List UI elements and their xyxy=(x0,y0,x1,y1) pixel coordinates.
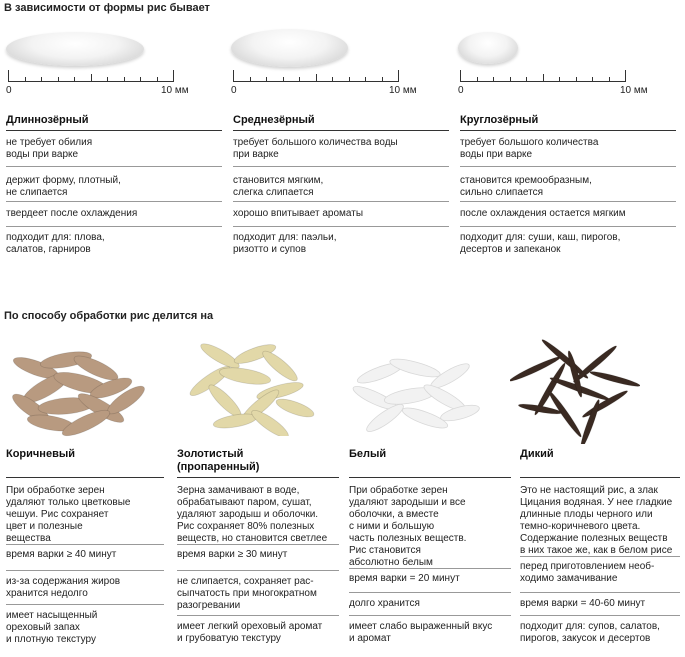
wild-rice-rule xyxy=(520,477,680,478)
medium-grain-row-4: подходит для: паэльи, ризотто и супов xyxy=(233,232,337,255)
long-grain-title: Длиннозёрный xyxy=(6,114,89,126)
brown-rice-row-3: из-за содержания жиров хранится недолго xyxy=(6,576,121,599)
medium-grain-rule xyxy=(233,130,449,131)
shape-section-title: В зависимости от формы рис бывает xyxy=(4,2,210,14)
row-divider xyxy=(520,615,680,616)
white-rice-image xyxy=(345,348,495,438)
long-grain-image xyxy=(6,32,144,66)
white-rice-row-3: долго хранится xyxy=(349,598,420,609)
processing-section-title: По способу обработки рис делится на xyxy=(4,310,214,322)
row-divider xyxy=(233,201,449,202)
parboiled-rice-image xyxy=(180,336,330,436)
parboiled-rice-row-3: не слипается, сохраняет рас- сыпчатость при многократном разогревании xyxy=(177,576,317,611)
rice-grain xyxy=(589,369,640,388)
row-divider xyxy=(460,226,676,227)
row-divider xyxy=(6,226,222,227)
ruler-round-start: 0 xyxy=(458,85,464,96)
medium-grain-row-3: хорошо впитывает ароматы xyxy=(233,208,364,219)
ruler-long xyxy=(8,70,174,82)
ruler-round-end: 10 мм xyxy=(620,85,648,96)
brown-rice-rule xyxy=(6,477,164,478)
row-divider xyxy=(6,604,164,605)
round-grain-image xyxy=(458,32,518,64)
brown-rice-row-4: имеет насыщенный ореховый запах и плотную текстуру xyxy=(6,610,98,645)
rice-grain xyxy=(249,406,292,436)
long-grain-row-1: не требует обилия воды при варке xyxy=(6,137,93,160)
wild-rice-title: Дикий xyxy=(520,448,554,460)
ruler-long-end: 10 мм xyxy=(161,85,189,96)
row-divider xyxy=(349,592,511,593)
row-divider xyxy=(177,570,339,571)
medium-grain-row-2: становится мягким, слегка слипается xyxy=(233,175,324,198)
brown-rice-row-1: При обработке зерен удаляют только цветковые чешуи. Рис сохраняет цвет и полезные вещества xyxy=(6,485,131,544)
wild-rice-row-2: перед приготовлением необ- ходимо замачивание xyxy=(520,561,655,584)
row-divider xyxy=(349,615,511,616)
row-divider xyxy=(177,544,339,545)
round-grain-title: Круглозёрный xyxy=(460,114,539,126)
wild-rice-row-3: время варки = 40-60 минут xyxy=(520,598,646,609)
wild-rice-row-4: подходит для: супов, салатов, пирогов, закусок и десертов xyxy=(520,621,660,644)
parboiled-rice-title: Золотистый (пропаренный) xyxy=(177,448,260,473)
round-grain-row-4: подходит для: суши, каш, пирогов, десертов и запеканок xyxy=(460,232,621,255)
row-divider xyxy=(520,592,680,593)
medium-grain-image xyxy=(231,29,348,67)
row-divider xyxy=(6,570,164,571)
row-divider xyxy=(6,544,164,545)
row-divider xyxy=(460,201,676,202)
white-rice-title: Белый xyxy=(349,448,387,460)
row-divider xyxy=(520,556,680,557)
parboiled-rice-rule xyxy=(177,477,339,478)
row-divider xyxy=(460,166,676,167)
brown-rice-title: Коричневый xyxy=(6,448,75,460)
white-rice-rule xyxy=(349,477,511,478)
wild-rice-row-1: Это не настоящий рис, а злак Цицания водяная. У нее гладкие длинные плоды черного или темно-коричневого цвета. Содержание полезных веществ в них такое же, как в белом рисе xyxy=(520,485,673,556)
long-grain-rule xyxy=(6,130,222,131)
medium-grain-title: Среднезёрный xyxy=(233,114,315,126)
row-divider xyxy=(233,166,449,167)
brown-rice-image xyxy=(6,338,156,438)
parboiled-rice-row-2: время варки ≥ 30 минут xyxy=(177,549,288,560)
rice-grain xyxy=(274,396,316,421)
round-grain-row-3: после охлаждения остается мягким xyxy=(460,208,626,219)
row-divider xyxy=(349,568,511,569)
round-grain-row-2: становится кремообразным, сильно слипается xyxy=(460,175,592,198)
long-grain-row-2: держит форму, плотный, не слипается xyxy=(6,175,121,198)
rice-grain xyxy=(198,340,242,372)
ruler-medium xyxy=(233,70,399,82)
medium-grain-row-1: требует большого количества воды при варке xyxy=(233,137,398,160)
long-grain-row-3: твердеет после охлаждения xyxy=(6,208,138,219)
rice-grain xyxy=(218,365,272,388)
row-divider xyxy=(6,201,222,202)
parboiled-rice-row-1: Зерна замачивают в воде, обрабатывают паром, сушат, удаляют зародыш и оболочки. Рис сохраняет 80% полезных веществ, но становится светлее xyxy=(177,485,328,544)
ruler-medium-start: 0 xyxy=(231,85,237,96)
long-grain-row-4: подходит для: плова, салатов, гарниров xyxy=(6,232,105,255)
row-divider xyxy=(6,166,222,167)
white-rice-row-4: имеет слабо выраженный вкус и аромат xyxy=(349,621,493,644)
white-rice-row-1: При обработке зерен удаляют зародыши и все оболочки, а вместе с ними и большую часть полезных веществ. Рис становится абсолютно белым xyxy=(349,485,467,568)
ruler-round xyxy=(460,70,626,82)
wild-rice-image xyxy=(510,334,640,444)
row-divider xyxy=(177,615,339,616)
round-grain-row-1: требует большого количества воды при варке xyxy=(460,137,599,160)
row-divider xyxy=(233,226,449,227)
parboiled-rice-row-4: имеет легкий ореховый аромат и грубоватую текстуру xyxy=(177,621,323,644)
rice-grain xyxy=(578,399,601,444)
white-rice-row-2: время варки = 20 минут xyxy=(349,573,460,584)
brown-rice-row-2: время варки ≥ 40 минут xyxy=(6,549,117,560)
ruler-long-start: 0 xyxy=(6,85,12,96)
ruler-medium-end: 10 мм xyxy=(389,85,417,96)
round-grain-rule xyxy=(460,130,676,131)
